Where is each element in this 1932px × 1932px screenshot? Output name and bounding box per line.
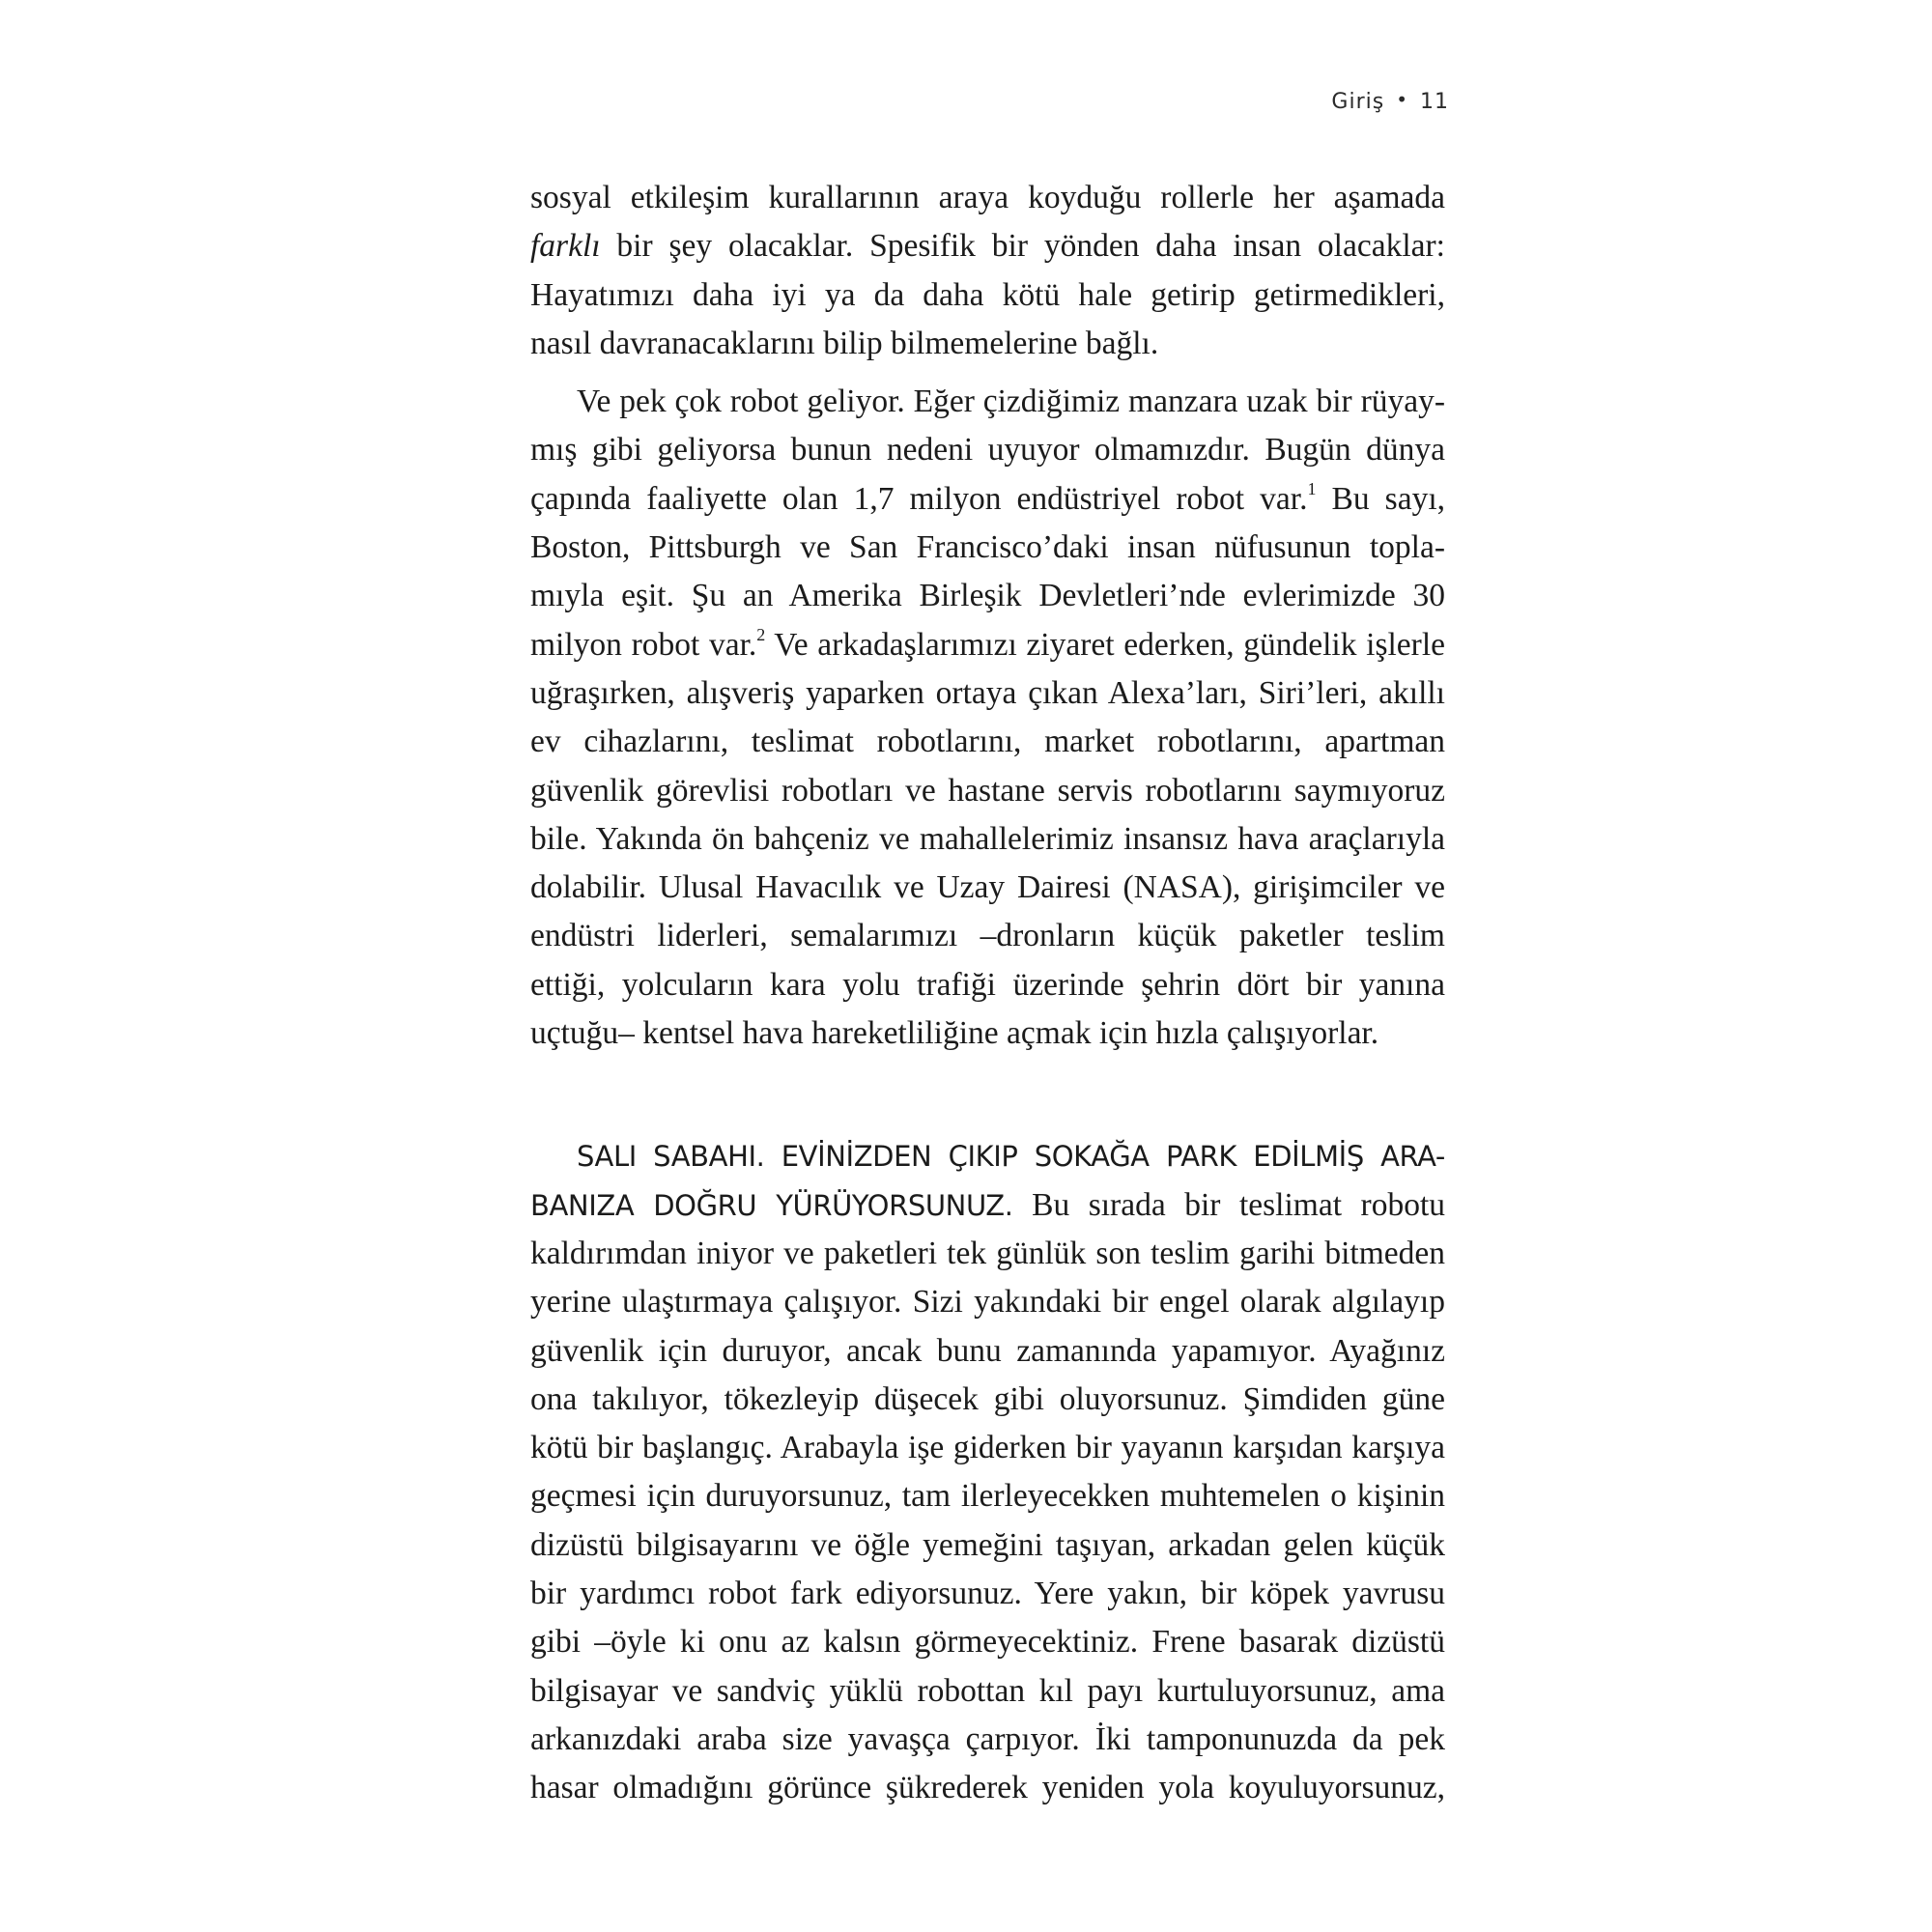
text-line: bile. Yakında ön bahçeniz ve mahallelerimiz insansız hava araçlarıyla	[530, 820, 1445, 857]
text-run: Bu sayı,	[1316, 480, 1445, 517]
text-line: endüstri liderleri, semalarımızı –dronların küçük paketler teslim	[530, 918, 1445, 954]
text-line: ev cihazlarını, teslimat robotlarını, market robotlarını, apartman	[530, 724, 1445, 760]
text-line	[530, 621, 1445, 669]
text-run: bir şey olacaklar. Spesifik bir yönden daha insan olacaklar:	[600, 228, 1445, 265]
text-line: arkanızdaki araba size yavaşça çarpıyor. İki tamponunuzda da pek	[530, 1720, 1445, 1757]
text-line: Ve pek çok robot geliyor. Eğer çizdiğimiz manzara uzak bir rüyay-	[577, 384, 1445, 420]
paragraph-1	[530, 174, 1445, 368]
text-run: çapında faaliyette olan 1,7 milyon endüstriyel robot var.	[530, 480, 1308, 517]
text-line: uğraşırken, alışveriş yaparken ortaya çıkan Alexa’ları, Siri’leri, akıllı	[530, 674, 1445, 711]
text-line	[530, 222, 1445, 270]
text-run: Ve arkadaşlarımızı ziyaret ederken, gündelik işlerle	[765, 626, 1445, 663]
footnote-marker-2: 2	[756, 624, 766, 644]
text-line	[530, 475, 1445, 524]
text-line: kaldırımdan iniyor ve paketleri tek günlük son teslim garihi bitmeden	[530, 1235, 1445, 1271]
text-line: ona takılıyor, tökezleyip düşecek gibi oluyorsunuz. Şimdiden güne	[530, 1380, 1445, 1417]
text-run: milyon robot var.	[530, 626, 757, 663]
text-run: Bu sırada bir teslimat robotu	[1012, 1186, 1445, 1223]
text-line: hasar olmadığını görünce şükrederek yeniden yola koyuluyorsunuz,	[530, 1770, 1445, 1806]
text-line: ettiği, yolcuların kara yolu trafiği üzerinde şehrin dört bir yanına	[530, 966, 1445, 1003]
text-line: mıyla eşit. Şu an Amerika Birleşik Devletleri’nde evlerimizde 30	[530, 578, 1445, 614]
text-line: yerine ulaştırmaya çalışıyor. Sizi yakındaki bir engel olarak algılayıp	[530, 1284, 1445, 1321]
text-line: güvenlik için duruyor, ancak bunu zamanında yapamıyor. Ayağınız	[530, 1332, 1445, 1369]
text-line: dolabilir. Ulusal Havacılık ve Uzay Dairesi (NASA), girişimciler ve	[530, 869, 1445, 906]
body-text	[530, 174, 1445, 1813]
text-line: geçmesi için duruyorsunuz, tam ilerleyecekken muhtemelen o kişinin	[530, 1478, 1445, 1515]
text-line: uçtuğu– kentsel hava hareketliliğine açmak için hızla çalışıyorlar.	[530, 1015, 1379, 1052]
text-line	[530, 1181, 1445, 1230]
text-line: dizüstü bilgisayarını ve öğle yemeğini taşıyan, arkadan gelen küçük	[530, 1526, 1445, 1563]
page-number: 11	[1420, 90, 1449, 114]
text-line	[530, 1132, 1445, 1180]
text-line: bilgisayar ve sandviç yüklü robottan kıl payı kurtuluyorsunuz, ama	[530, 1672, 1445, 1709]
section-opening-caps: BANIZA DOĞRU YÜRÜYORSUNUZ.	[530, 1188, 1013, 1222]
footnote-marker-1: 1	[1307, 478, 1317, 498]
paragraph-3	[530, 1132, 1445, 1812]
text-line: güvenlik görevlisi robotları ve hastane servis robotlarını saymıyoruz	[530, 772, 1445, 809]
text-line: Hayatımızı daha iyi ya da daha kötü hale getirip getirmedikleri,	[530, 276, 1445, 313]
text-line: mış gibi geliyorsa bunun nedeni uyuyor olmamızdır. Bugün dünya	[530, 432, 1445, 469]
text-line: nasıl davranacaklarını bilip bilmemelerine bağlı.	[530, 325, 1159, 361]
text-line: kötü bir başlangıç. Arabayla işe giderken bir yayanın karşıdan karşıya	[530, 1430, 1445, 1466]
text-line: bir yardımcı robot fark ediyorsunuz. Yere yakın, bir köpek yavrusu	[530, 1576, 1445, 1612]
text-line: gibi –öyle ki onu az kalsın görmeyecektiniz. Frene basarak dizüstü	[530, 1624, 1445, 1661]
header-bullet: •	[1396, 88, 1408, 111]
text-line: sosyal etkileşim kurallarının araya koyduğu rollerle her aşamada	[530, 180, 1445, 215]
section-opening-caps: SALI SABAHI. EVİNİZDEN ÇIKIP SOKAĞA PARK EDİLMİŞ ARA-	[577, 1140, 1445, 1174]
italic-word: farklı	[530, 228, 601, 265]
running-header	[1331, 90, 1449, 114]
header-section-title: Giriş	[1331, 90, 1385, 114]
text-line: Boston, Pittsburgh ve San Francisco’daki insan nüfusunun topla-	[530, 529, 1445, 566]
paragraph-2	[530, 378, 1445, 1058]
